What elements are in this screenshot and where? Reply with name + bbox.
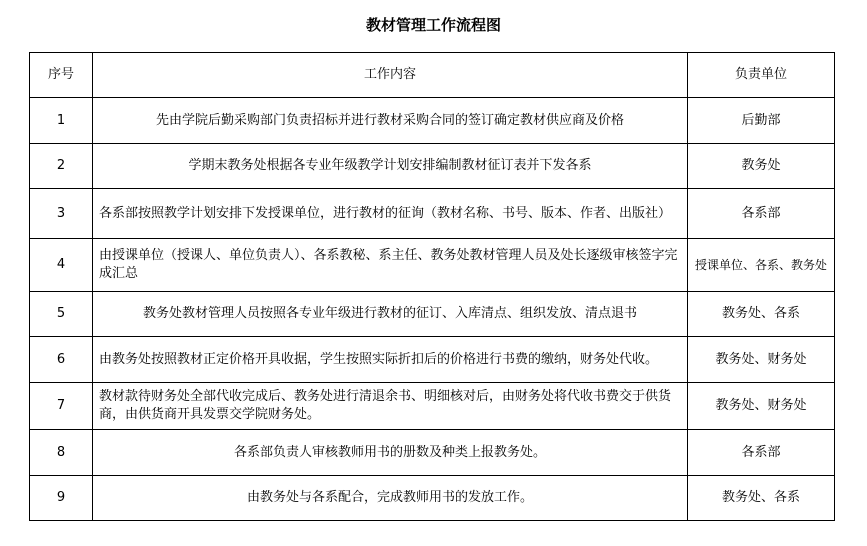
row-unit: 教务处、财务处 (688, 383, 835, 430)
row-no: 1 (30, 98, 93, 144)
header-content: 工作内容 (93, 53, 688, 98)
table-row (30, 189, 835, 239)
table-row (30, 383, 835, 430)
row-no: 6 (30, 337, 93, 383)
row-no: 4 (30, 239, 93, 292)
table-header-row (30, 53, 835, 98)
row-unit: 各系部 (688, 430, 835, 476)
table-row (30, 144, 835, 189)
row-content: 学期末教务处根据各专业年级教学计划安排编制教材征订表并下发各系 (93, 144, 688, 189)
row-content: 各系部负责人审核教师用书的册数及种类上报教务处。 (93, 430, 688, 476)
row-no: 7 (30, 383, 93, 430)
row-unit: 教务处、各系 (688, 476, 835, 521)
table-row (30, 98, 835, 144)
row-no: 9 (30, 476, 93, 521)
row-unit: 授课单位、各系、教务处 (688, 239, 835, 292)
row-content: 由教务处与各系配合，完成教师用书的发放工作。 (93, 476, 688, 521)
header-unit: 负责单位 (688, 53, 835, 98)
header-no: 序号 (30, 53, 93, 98)
table-row (30, 337, 835, 383)
page-title: 教材管理工作流程图 (365, 16, 501, 34)
row-content: 教务处教材管理人员按照各专业年级进行教材的征订、入库清点、组织发放、清点退书 (93, 292, 688, 337)
row-unit: 教务处、财务处 (688, 337, 835, 383)
table-row (30, 476, 835, 521)
row-no: 3 (30, 189, 93, 239)
table-row (30, 430, 835, 476)
row-content: 由授课单位（授课人、单位负责人）、各系教秘、系主任、教务处教材管理人员及处长逐级审核签字完成汇总 (93, 239, 688, 292)
row-content: 各系部按照教学计划安排下发授课单位，进行教材的征询（教材名称、书号、版本、作者、出版社） (93, 189, 688, 239)
workflow-table (29, 52, 835, 521)
row-no: 2 (30, 144, 93, 189)
row-content: 由教务处按照教材正定价格开具收据，学生按照实际折扣后的价格进行书费的缴纳，财务处代收。 (93, 337, 688, 383)
row-content: 教材款待财务处全部代收完成后、教务处进行清退余书、明细核对后，由财务处将代收书费交于供货商，由供货商开具发票交学院财务处。 (93, 383, 688, 430)
row-no: 5 (30, 292, 93, 337)
table-row (30, 292, 835, 337)
row-content: 先由学院后勤采购部门负责招标并进行教材采购合同的签订确定教材供应商及价格 (93, 98, 688, 144)
row-unit: 后勤部 (688, 98, 835, 144)
table-row (30, 239, 835, 292)
row-unit: 教务处 (688, 144, 835, 189)
row-unit: 教务处、各系 (688, 292, 835, 337)
row-unit: 各系部 (688, 189, 835, 239)
row-no: 8 (30, 430, 93, 476)
